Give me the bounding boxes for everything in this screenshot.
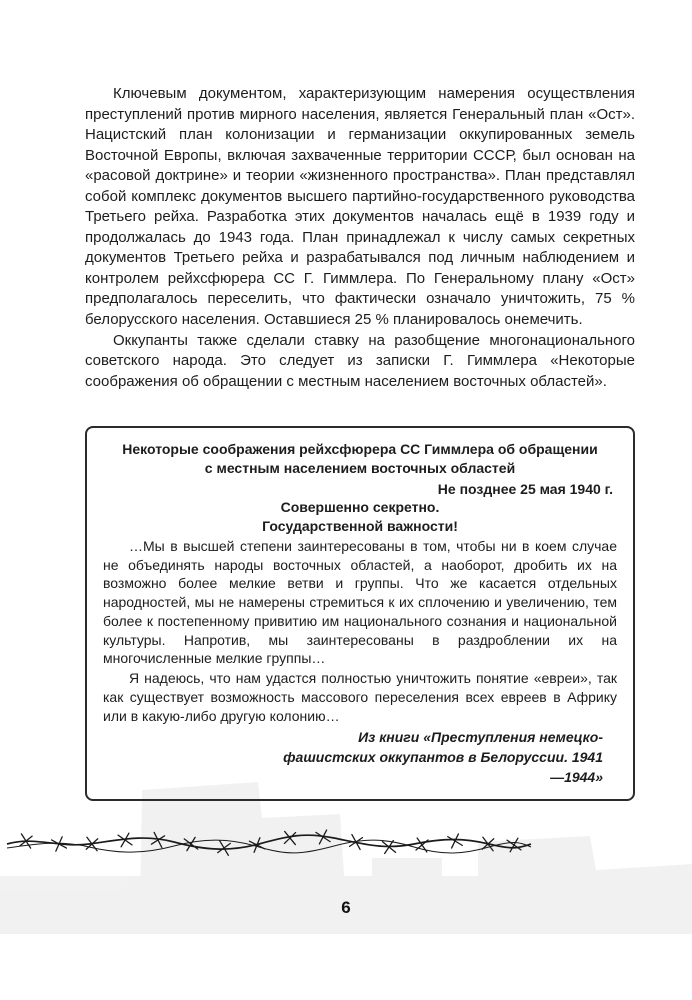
quote-secrecy-line: Совершенно секретно.: [280, 499, 440, 516]
barbed-wire-illustration: [4, 812, 534, 876]
quote-paragraph: Я надеюсь, что нам удастся полностью уничтожить понятие «евреи», так как существует возможность массового переселения всех евреев в Африку или в какую-либо другую колонию…: [103, 670, 617, 724]
quote-date: Не позднее 25 мая 1940 г.: [437, 480, 613, 497]
page-number: 6: [341, 898, 351, 917]
quote-box: [85, 426, 635, 801]
quote-title: Некоторые соображения рейхсфюрера СС Гиммлера об обращении с местным населением восточных областей: [122, 441, 598, 476]
paragraph: Ключевым документом, характеризующим намерения осуществления преступлений против мирного населения, является Генеральный план «Ост». Нацистский план колонизации и германизации оккупированных земель Восточной Европы, включая захваченные территории СССР, был основан на «расовой доктрине» и теории «жизненного пространства». План представлял собой комплекс документов высшего партийно-государственного руководства Третьего рейха. Разработка этих документов началась ещё в 1939 году и продолжалась до 1943 года. План принадлежал к числу самых секретных документов Третьего рейха и разрабатывался под личным наблюдением и контролем рейхсфюрера СС Г. Гиммлера. По Генеральному плану «Ост» предполагалось переселить, что фактически означало уничтожить, 75 % белорусского населения. Оставшиеся 25 % планировалось онемечить.: [85, 85, 635, 329]
paragraph: Оккупанты также сделали ставку на разобщение многонационального советского народа. Это следует из записки Г. Гиммлера «Некоторые соображения об обращении с местным населением восточных областей».: [85, 331, 635, 390]
page-content: [85, 84, 635, 801]
quote-importance-line: Государственной важности!: [262, 518, 458, 535]
quote-paragraph: …Мы в высшей степени заинтересованы в том, чтобы ни в коем случае не объединять народы восточных областей, а наоборот, дробить их на возможно более мелкие ветви и группы. Что же касается отдельных народностей, мы не намерены стремиться к их сплочению и увеличению, тем более к постепенному привитию им национального сознания и национальной культуры. Напротив, мы заинтересованы в раздроблении их на многочисленные мелкие группы…: [103, 537, 617, 667]
quote-source: Из книги «Преступления немецко-фашистских оккупантов в Белоруссии. 1941—1944»: [283, 729, 603, 785]
